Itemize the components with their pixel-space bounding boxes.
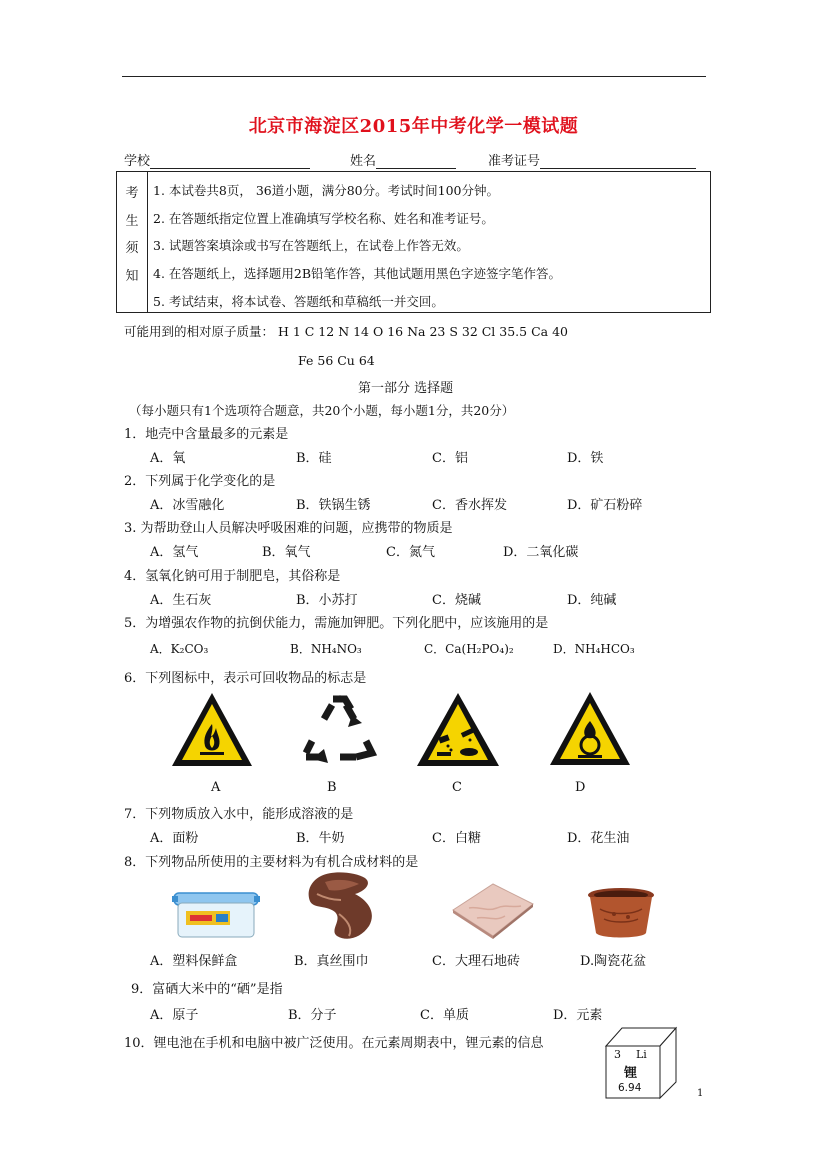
option-d[interactable]: D．元素 bbox=[553, 1008, 603, 1023]
name-field bbox=[350, 150, 456, 169]
option-c[interactable]: C．大理石地砖 bbox=[432, 954, 520, 969]
section-title: 第一部分 选择题 bbox=[358, 381, 454, 396]
school-blank[interactable] bbox=[150, 154, 310, 169]
option-b[interactable]: B．铁锅生锈 bbox=[296, 498, 371, 513]
option-b[interactable]: B．真丝围巾 bbox=[294, 954, 369, 969]
option-d[interactable]: D．花生油 bbox=[567, 831, 630, 846]
option-a[interactable]: A．生石灰 bbox=[150, 593, 212, 608]
option-a[interactable]: A．原子 bbox=[150, 1008, 199, 1023]
school-field bbox=[124, 150, 310, 169]
notice-item: 1. 本试卷共8页， 36道小题，满分80分。考试时间100分钟。 bbox=[153, 183, 499, 198]
option-c[interactable]: C．氮气 bbox=[386, 545, 435, 560]
recycling-icon[interactable] bbox=[296, 693, 382, 769]
notice-item: 3. 试题答案填涂或书写在答题纸上，在试卷上作答无效。 bbox=[153, 238, 469, 253]
silk-scarf-image[interactable] bbox=[303, 870, 383, 946]
page-number: 1 bbox=[697, 1088, 704, 1099]
element-name: 锂 bbox=[624, 1066, 638, 1081]
notice-side-label bbox=[117, 172, 148, 312]
question-stem: 2．下列属于化学变化的是 bbox=[124, 474, 276, 489]
option-a[interactable]: A．冰雪融化 bbox=[150, 498, 225, 513]
oxidizer-warning-icon[interactable] bbox=[548, 689, 632, 769]
atomic-masses-line2: Fe 56 Cu 64 bbox=[298, 353, 375, 368]
page-title: 北京市海淀区2015年中考化学一模试题 bbox=[248, 116, 579, 137]
option-b[interactable]: B．牛奶 bbox=[296, 831, 345, 846]
option-d[interactable]: D．二氧化碳 bbox=[503, 545, 579, 560]
notice-item: 4. 在答题纸上，选择题用2B铅笔作答，其他试题用黑色字迹签字笔作答。 bbox=[153, 266, 562, 281]
option-a[interactable]: A．K₂CO₃ bbox=[150, 642, 209, 656]
atomic-masses-line1: 可能用到的相对原子质量： H 1 C 12 N 14 O 16 Na 23 S 32 Cl 35.5 Ca 40 bbox=[124, 324, 568, 339]
exam-number-field bbox=[488, 150, 696, 169]
icon-label-b: B bbox=[327, 780, 337, 795]
plastic-container-image[interactable] bbox=[170, 887, 262, 941]
notice-side-char: 须 bbox=[125, 241, 139, 256]
option-c[interactable]: C．烧碱 bbox=[432, 593, 481, 608]
option-b[interactable]: B．NH₄NO₃ bbox=[290, 642, 362, 656]
question-stem: 9．富硒大米中的“硒”是指 bbox=[131, 982, 283, 997]
notice-side-char: 考 bbox=[125, 186, 139, 201]
option-d[interactable]: D．铁 bbox=[567, 451, 604, 466]
marble-tile-image[interactable] bbox=[447, 880, 537, 940]
school-label: 学校 bbox=[124, 154, 151, 169]
icon-label-d: D bbox=[575, 780, 586, 795]
notice-side-char: 生 bbox=[125, 214, 139, 229]
option-d[interactable]: D．纯碱 bbox=[567, 593, 617, 608]
option-c[interactable]: C．Ca(H₂PO₄)₂ bbox=[424, 642, 514, 656]
corrosive-warning-icon[interactable] bbox=[415, 690, 501, 770]
option-b[interactable]: B．小苏打 bbox=[296, 593, 358, 608]
question-stem: 6．下列图标中，表示可回收物品的标志是 bbox=[124, 671, 367, 686]
name-label: 姓名 bbox=[350, 154, 377, 169]
notice-box bbox=[116, 171, 711, 313]
exam-number-blank[interactable] bbox=[540, 154, 696, 169]
name-blank[interactable] bbox=[376, 154, 456, 169]
question-stem: 3. 为帮助登山人员解决呼吸困难的问题，应携带的物质是 bbox=[124, 521, 453, 536]
option-a[interactable]: A．塑料保鲜盒 bbox=[150, 954, 238, 969]
notice-item: 2. 在答题纸指定位置上准确填写学校名称、姓名和准考证号。 bbox=[153, 211, 494, 226]
option-a[interactable]: A．氧 bbox=[150, 451, 186, 466]
option-d[interactable]: D.陶瓷花盆 bbox=[580, 954, 647, 969]
option-a[interactable]: A．氢气 bbox=[150, 545, 199, 560]
icon-label-c: C bbox=[452, 780, 462, 795]
option-b[interactable]: B．氧气 bbox=[262, 545, 311, 560]
question-stem: 4．氢氧化钠可用于制肥皂，其俗称是 bbox=[124, 569, 341, 584]
section-note: （每小题只有1个选项符合题意，共20个小题，每小题1分，共20分） bbox=[129, 403, 515, 418]
question-stem: 5．为增强农作物的抗倒伏能力，需施加钾肥。下列化肥中，应该施用的是 bbox=[124, 616, 549, 631]
element-symbol: Li bbox=[636, 1048, 647, 1061]
option-b[interactable]: B．硅 bbox=[296, 451, 332, 466]
ceramic-pot-image[interactable] bbox=[586, 887, 656, 941]
exam-number-label: 准考证号 bbox=[488, 154, 541, 169]
icon-label-a: A bbox=[211, 780, 221, 795]
option-c[interactable]: C．白糖 bbox=[432, 831, 481, 846]
option-d[interactable]: D．矿石粉碎 bbox=[567, 498, 643, 513]
top-rule bbox=[122, 76, 706, 77]
option-a[interactable]: A．面粉 bbox=[150, 831, 199, 846]
flammable-warning-icon[interactable] bbox=[170, 690, 254, 770]
element-mass: 6.94 bbox=[618, 1082, 642, 1094]
question-stem: 8．下列物品所使用的主要材料为有机合成材料的是 bbox=[124, 855, 419, 870]
option-c[interactable]: C．铝 bbox=[432, 451, 468, 466]
option-b[interactable]: B．分子 bbox=[288, 1008, 337, 1023]
option-c[interactable]: C．单质 bbox=[420, 1008, 469, 1023]
question-stem: 7．下列物质放入水中，能形成溶液的是 bbox=[124, 807, 354, 822]
question-stem: 10．锂电池在手机和电脑中被广泛使用。在元素周期表中，锂元素的信息 bbox=[124, 1036, 544, 1051]
notice-side-char: 知 bbox=[125, 269, 139, 284]
question-stem: 1．地壳中含量最多的元素是 bbox=[124, 427, 289, 442]
element-card bbox=[604, 1026, 678, 1100]
element-atomic-number: 3 bbox=[614, 1048, 621, 1061]
option-c[interactable]: C．香水挥发 bbox=[432, 498, 507, 513]
option-d[interactable]: D．NH₄HCO₃ bbox=[553, 642, 635, 656]
notice-item: 5. 考试结束，将本试卷、答题纸和草稿纸一并交回。 bbox=[153, 294, 444, 309]
